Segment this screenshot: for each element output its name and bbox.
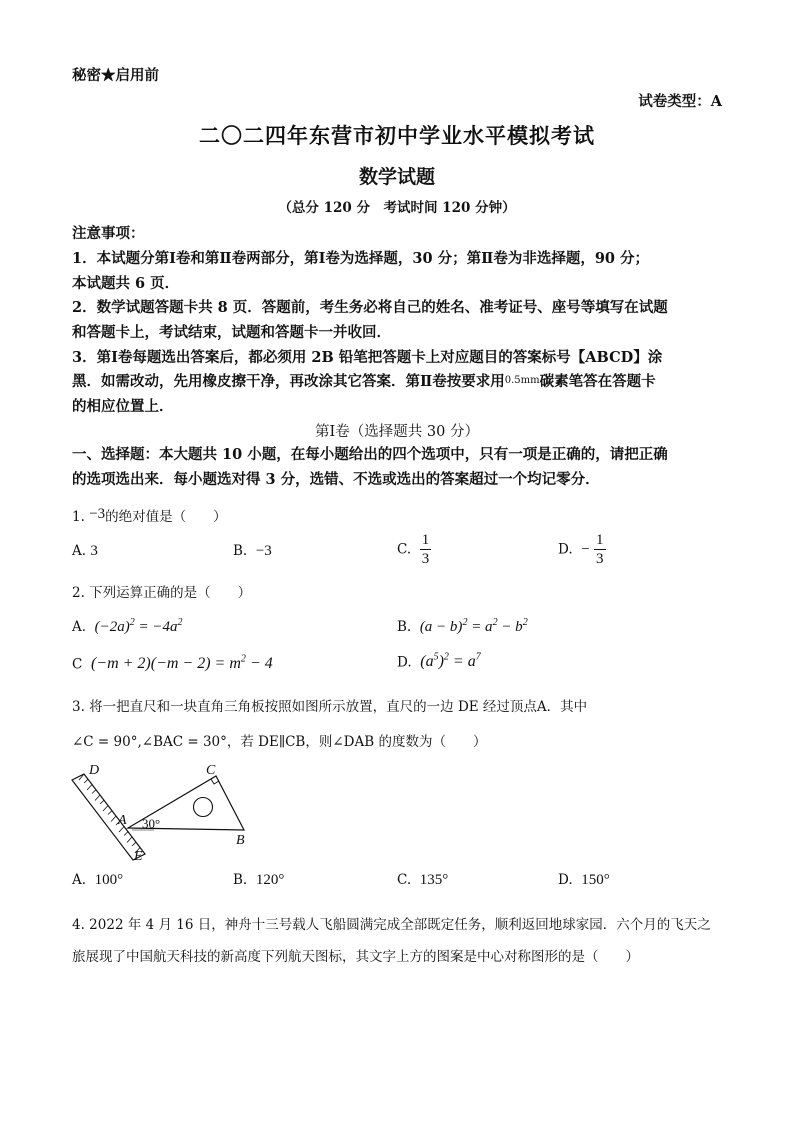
- q2-stem: 2. 下列运算正确的是（ ）: [72, 585, 252, 601]
- section-instr-a: 一、选择题：本大题共 10 小题，在每小题给出的四个选项中，只有一项是正确的，请把正确: [72, 446, 668, 463]
- q1-c-label: C.: [397, 541, 412, 558]
- q2-d-close: ): [438, 653, 444, 671]
- q1-b-value: −3: [255, 543, 272, 559]
- ruler-shape: [72, 774, 145, 860]
- q4-stem-a: 4. 2022 年 4 月 16 日，神舟十三号载人飞船圆满完成全部既定任务，顺利返回地球家园．六个月的飞天之: [72, 917, 711, 933]
- q1-text: 的绝对值是（ ）: [105, 509, 227, 525]
- q2-b-mexp: 2: [492, 617, 498, 628]
- q1-c-numerator: 1: [421, 532, 430, 548]
- q3-c-label: C.: [397, 872, 412, 888]
- q1-stem: [72, 505, 227, 525]
- fig-label-c: C: [206, 763, 216, 778]
- q2-a-label: A.: [72, 619, 87, 635]
- q2-d-expr: [420, 653, 480, 670]
- q1-c-denominator: 3: [421, 551, 430, 567]
- secret-label: 秘密★启用前: [72, 67, 159, 84]
- q1-a-value: 3: [90, 543, 98, 559]
- q1-option-b[interactable]: [233, 543, 272, 560]
- q1-d-fraction: [594, 533, 606, 567]
- section-instr-b: 的选项选出来．每小题选对得 3 分，选错、不选或选出的答案超过一个均记零分．: [72, 471, 600, 488]
- q2-b-expr: [420, 619, 528, 635]
- q2-a-exp: 2: [129, 617, 135, 628]
- q1-b-label: B.: [233, 543, 248, 559]
- q2-a-lhs: (−2a): [94, 619, 130, 635]
- q2-d-exp: 2: [443, 652, 449, 663]
- q3-d-label: D.: [558, 872, 573, 888]
- q2-option-a[interactable]: [72, 617, 183, 636]
- q2-b-eexp: 2: [522, 617, 528, 628]
- q1-d-label: D.: [558, 541, 573, 558]
- q2-a-expr: [95, 619, 183, 635]
- fig-label-b: B: [236, 833, 245, 848]
- q1-option-c[interactable]: [397, 533, 431, 567]
- page-title: 二〇二四年东营市初中学业水平模拟考试: [199, 123, 595, 148]
- note-3b-pre: 黑．如需改动，先用橡皮擦干净，再改涂其它答案．第Ⅱ卷按要求用: [72, 373, 505, 390]
- fig-angle-label: 30°: [142, 816, 161, 831]
- q1-c-fraction: [420, 533, 432, 567]
- q3-d-value: 150°: [581, 872, 610, 888]
- note-2b: 和答题卡上，考试结束，试题和答题卡一并收回．: [72, 324, 391, 341]
- q3-option-d[interactable]: [558, 872, 610, 889]
- q2-b-label: B.: [397, 619, 412, 635]
- q2-d-end: = a: [448, 653, 476, 671]
- q2-option-c[interactable]: [72, 654, 273, 673]
- q2-c-expr: [91, 655, 273, 672]
- exam-info: （总分 120 分 考试时间 120 分钟）: [278, 200, 516, 216]
- subject-title: 数学试题: [358, 166, 435, 188]
- q2-c-exp: 2: [240, 654, 246, 665]
- q2-b-end: − b: [497, 619, 523, 635]
- q2-d-inexp: 5: [433, 652, 439, 663]
- note-1b: 本试题共 6 页．: [72, 275, 180, 292]
- q1-d-denominator: 3: [596, 551, 604, 567]
- q1-option-a[interactable]: [72, 543, 98, 560]
- q2-c-main: (−m + 2)(−m − 2) = m: [90, 655, 241, 673]
- q1-a-label: A.: [72, 543, 87, 559]
- q3-a-label: A.: [72, 872, 87, 888]
- q2-b-exp: 2: [462, 617, 468, 628]
- note-3b: [72, 370, 656, 391]
- note-3b-unit: 0.5mm: [504, 375, 540, 386]
- q1-d-numerator: 1: [596, 532, 604, 548]
- q2-a-rhs: = −4a: [134, 619, 178, 635]
- q1-expr: −3: [89, 506, 106, 522]
- q3-c-value: 135°: [419, 872, 449, 888]
- q2-b-lhs: (a − b): [419, 619, 463, 635]
- q2-c-end: − 4: [245, 655, 273, 673]
- q1-num: 1.: [72, 509, 85, 525]
- q2-d-label: D.: [397, 654, 412, 671]
- note-3a: 3．第Ⅰ卷每题选出答案后，都必须用 2B 铅笔把答题卡上对应题目的答案标号【ABCD】涂: [72, 349, 663, 366]
- q2-c-label: C: [72, 656, 83, 673]
- note-3b-post: 碳素笔答在答题卡: [539, 373, 656, 390]
- q2-a-rexp: 2: [177, 617, 183, 628]
- q3-b-value: 120°: [255, 872, 285, 888]
- paper-type: 试卷类型：A: [638, 93, 722, 110]
- q2-d-eexp: 7: [475, 652, 481, 663]
- notes-heading: 注意事项：: [72, 225, 145, 242]
- q3-stem-b: ∠C = 90°,∠BAC = 30°，若 DE∥CB，则∠DAB 的度数为（ ）: [72, 734, 487, 750]
- q2-b-mid: = a: [467, 619, 493, 635]
- q1-option-d[interactable]: [558, 533, 606, 567]
- q2-d-base: (a: [420, 653, 434, 671]
- q4-stem-b: 旅展现了中国航天科技的新高度下列航天图标，其文字上方的图案是中心对称图形的是（ ）: [72, 949, 639, 965]
- fig-label-e: E: [134, 849, 143, 864]
- section-title: 第Ⅰ卷（选择题共 30 分）: [315, 424, 479, 440]
- note-2a: 2．数学试题答题卡共 8 页．答题前，考生务必将自己的姓名、准考证号、座号等填写在试题: [72, 299, 668, 316]
- q3-option-a[interactable]: [72, 872, 123, 889]
- q3-b-label: B.: [233, 872, 248, 888]
- fig-label-a: A: [118, 813, 127, 828]
- q3-a-value: 100°: [94, 872, 124, 888]
- q2-option-d[interactable]: [397, 652, 481, 671]
- q3-option-c[interactable]: [397, 872, 448, 889]
- q2-option-b[interactable]: [397, 617, 528, 636]
- q3-stem-a: 3. 将一把直尺和一块直角三角板按照如图所示放置，直尺的一边 DE 经过顶点A．其中: [72, 699, 588, 715]
- q3-figure: [60, 758, 260, 868]
- note-3c: 的相应位置上．: [72, 398, 174, 415]
- note-1a: 1．本试题分第Ⅰ卷和第Ⅱ卷两部分，第Ⅰ卷为选择题，30 分；第Ⅱ卷为非选择题，90 分；: [72, 250, 650, 267]
- fig-label-d: D: [89, 763, 100, 778]
- q3-option-b[interactable]: [233, 872, 284, 889]
- q1-d-sign: −: [581, 541, 590, 558]
